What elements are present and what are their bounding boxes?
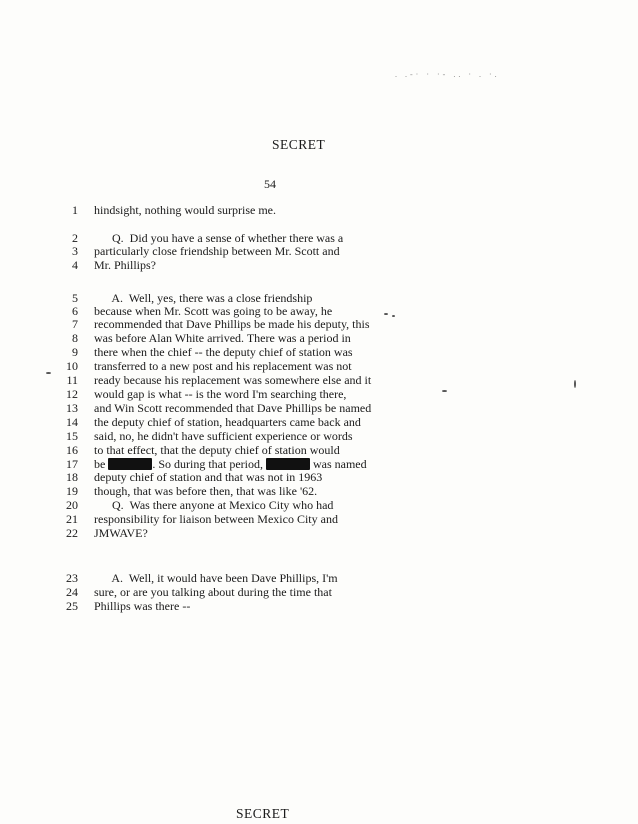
line-text: [94, 471, 322, 484]
line-text-segment: said, no, he didn't have sufficient experience or words: [94, 429, 353, 443]
line-text-segment: recommended that Dave Phillips be made his deputy, this: [94, 317, 370, 331]
line-text: [94, 388, 346, 401]
line-number: 6: [72, 304, 78, 318]
line-text-segment: was before Alan White arrived. There was a period in: [94, 331, 351, 345]
line-text-segment: to that effect, that the deputy chief of station would: [94, 443, 340, 457]
line-text-segment: ready because his replacement was somewhere else and it: [94, 373, 372, 387]
line-number: 9: [72, 345, 78, 359]
line-text-segment: transferred to a new post and his replacement was not: [94, 359, 352, 373]
line-number: 18: [66, 470, 78, 484]
line-number: 14: [66, 415, 78, 429]
line-number: 5: [72, 291, 78, 305]
line-text-segment: . So during that period,: [152, 457, 266, 471]
line-text: [94, 600, 190, 613]
line-text: [94, 513, 338, 526]
line-text: [94, 259, 156, 272]
line-text: [94, 430, 353, 443]
line-text-segment: A. Well, it would have been Dave Phillips, I'm: [94, 571, 338, 585]
line-text-segment: was named: [309, 457, 367, 471]
line-text-segment: and Win Scott recommended that Dave Phillips be named: [94, 401, 372, 415]
line-text-segment: responsibility for liaison between Mexico City and: [94, 512, 338, 526]
line-text-segment: would gap is what -- is the word I'm searching there,: [94, 387, 347, 401]
line-text: [94, 416, 361, 429]
line-number: 10: [66, 359, 78, 373]
line-number: 21: [66, 512, 78, 526]
line-text-segment: be: [94, 457, 109, 471]
line-text-segment: A. Well, yes, there was a close friendship: [94, 291, 313, 305]
line-text-segment: Q. Was there anyone at Mexico City who had: [94, 498, 334, 512]
redaction-block: [266, 458, 310, 470]
line-text: [94, 527, 148, 540]
line-text: [94, 572, 338, 585]
line-text: [94, 346, 353, 359]
line-number: 20: [66, 498, 78, 512]
line-number: 7: [72, 317, 78, 331]
line-text: [94, 374, 371, 387]
line-number: 12: [66, 387, 78, 401]
line-number: 13: [66, 401, 78, 415]
line-number: 19: [66, 484, 78, 498]
page-number: 54: [264, 177, 276, 191]
line-text: [94, 485, 317, 498]
scan-speck: [442, 390, 447, 392]
line-number: 16: [66, 443, 78, 457]
line-text-segment: the deputy chief of station, headquarters came back and: [94, 415, 361, 429]
line-number: 4: [72, 258, 78, 272]
line-text: [94, 360, 352, 373]
line-text-segment: JMWAVE?: [94, 526, 148, 540]
line-number: 22: [66, 526, 78, 540]
line-number: 1: [72, 203, 78, 217]
line-text: [94, 245, 340, 258]
scan-artifact-marks: . .-· · ·- .. · . ·.: [395, 70, 500, 79]
line-text: [94, 332, 351, 345]
line-text-segment: hindsight, nothing would surprise me.: [94, 203, 276, 217]
line-number: 23: [66, 571, 78, 585]
scan-speck: [574, 380, 576, 388]
classification-footer: SECRET: [236, 806, 290, 821]
line-text-segment: deputy chief of station and that was not in 1963: [94, 470, 323, 484]
line-text-segment: Mr. Phillips?: [94, 258, 157, 272]
line-text-segment: sure, or are you talking about during the time that: [94, 585, 332, 599]
line-number: 3: [72, 244, 78, 258]
line-text: [94, 318, 370, 331]
line-text: [94, 204, 276, 217]
line-text-segment: though, that was before then, that was like '62.: [94, 484, 318, 498]
line-number: 2: [72, 231, 78, 245]
classification-header: SECRET: [272, 137, 326, 152]
line-text: [94, 402, 371, 415]
line-text-segment: there when the chief -- the deputy chief of station was: [94, 345, 353, 359]
line-text-segment: because when Mr. Scott was going to be away, he: [94, 304, 333, 318]
line-number: 15: [66, 429, 78, 443]
line-text: [94, 586, 332, 599]
scan-speck: [392, 315, 395, 317]
line-text-segment: particularly close friendship between Mr. Scott and: [94, 244, 340, 258]
line-number: 11: [66, 373, 78, 387]
line-text: [94, 444, 340, 457]
scan-speck: [46, 372, 51, 374]
line-text: [94, 499, 333, 512]
line-number: 25: [66, 599, 78, 613]
redaction-block: [108, 458, 152, 470]
line-number: 8: [72, 331, 78, 345]
line-number: 24: [66, 585, 78, 599]
line-number: 17: [66, 457, 78, 471]
line-text-segment: Q. Did you have a sense of whether there was a: [94, 231, 344, 245]
line-text-segment: Phillips was there --: [94, 599, 191, 613]
scan-speck: [384, 313, 388, 315]
